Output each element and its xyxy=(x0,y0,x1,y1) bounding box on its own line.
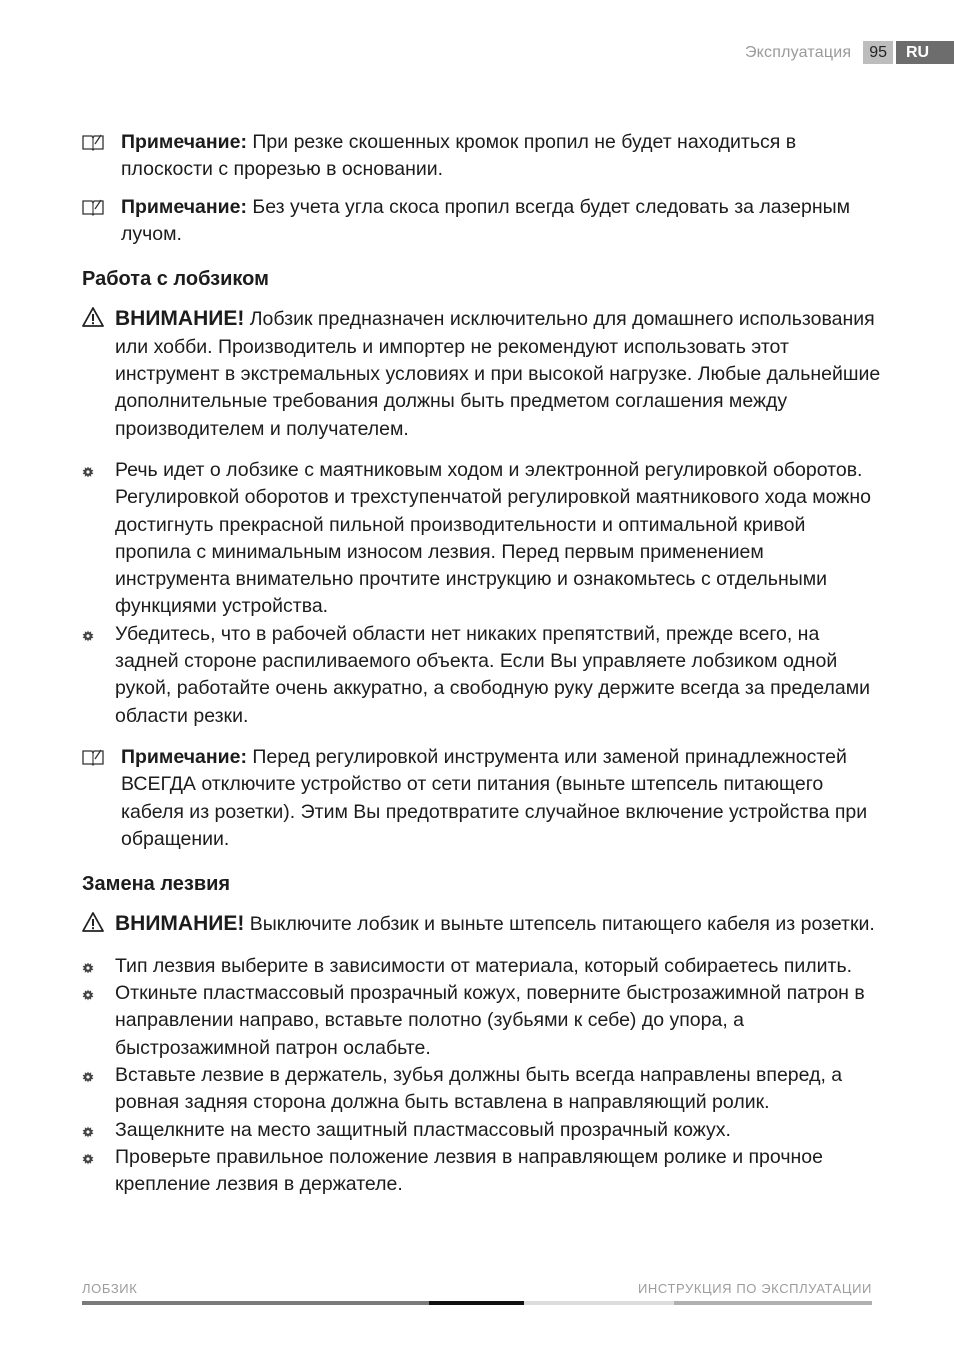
warning-triangle-icon xyxy=(82,306,104,328)
page-number: 95 xyxy=(863,41,893,64)
bullet-list-blade xyxy=(82,953,882,1199)
header-section-title: Эксплуатация xyxy=(744,43,852,61)
footer-bar-segment xyxy=(674,1301,872,1305)
list-item xyxy=(82,1117,882,1144)
open-book-icon xyxy=(82,198,104,216)
list-item xyxy=(82,953,882,980)
list-item xyxy=(82,1144,882,1199)
gear-bullet-icon xyxy=(82,962,94,974)
list-item xyxy=(82,1062,882,1117)
list-item-text: Проверьте правильное положение лезвия в направляющем ролике и прочное крепление лезвия в держателе. xyxy=(115,1145,823,1196)
list-item xyxy=(82,980,882,1062)
gear-bullet-icon xyxy=(82,1071,94,1083)
gear-bullet-icon xyxy=(82,1153,94,1165)
note-label: Примечание: xyxy=(121,195,247,218)
list-item xyxy=(82,621,882,730)
section-heading-blade-replacement: Замена лезвия xyxy=(82,873,231,896)
note-label: Примечание: xyxy=(121,131,247,153)
list-item-text: Защелкните на место защитный пластмассовый прозрачный кожух. xyxy=(115,1118,731,1141)
note-text: При резке скошенных кромок пропил не будет находиться в плоскости с прорезью в основании. xyxy=(121,131,797,181)
warning-label: ВНИМАНИЕ! xyxy=(115,912,245,936)
warning-usage xyxy=(82,305,882,442)
footer-bar-segment xyxy=(524,1301,674,1305)
list-item xyxy=(82,457,882,621)
footer-document-title: ИНСТРУКЦИЯ ПО ЭКСПЛУАТАЦИИ xyxy=(637,1281,872,1296)
warning-label: ВНИМАНИЕ! xyxy=(115,307,245,331)
footer-divider xyxy=(82,1301,872,1305)
note-label: Примечание: xyxy=(121,745,247,768)
gear-bullet-icon xyxy=(82,1126,94,1138)
warning-text: Лобзик предназначен исключительно для домашнего использования или хобби. Производитель и импортер не рекомендуют использовать этот инструмент в экстремальных условиях и при высокой нагрузке. Любые дальнейшие дополнительные требования должны быть предметом соглашения между производителем и получателем. xyxy=(115,308,881,440)
warning-triangle-icon xyxy=(82,911,104,933)
footer-bar-segment xyxy=(82,1301,429,1305)
gear-bullet-icon xyxy=(82,630,94,642)
bullet-list-jigsaw xyxy=(82,457,882,730)
note-bevel-cut xyxy=(82,129,882,184)
list-item-text: Откиньте пластмассовый прозрачный кожух, поверните быстрозажимной патрон в направлении направо, вставьте полотно (зубьями к себе) до упора, а быстрозажимной патрон ослабьте. xyxy=(115,982,865,1059)
note-disconnect xyxy=(82,744,882,853)
warning-unplug xyxy=(82,910,882,938)
open-book-icon xyxy=(82,133,104,151)
list-item-text: Речь идет о лобзике с маятниковым ходом и электронной регулировкой оборотов. Регулировкой оборотов и трехступенчатой регулировкой маятникового хода можно достигнуть прекрасной пильной производительности и оптимальной кривой пропила с минимальным износом лезвия. Перед первым применением инструмента внимательно прочтите инструкцию и ознакомьтесь с отдельными функциями устройства. xyxy=(115,458,871,618)
list-item-text: Убедитесь, что в рабочей области нет никаких препятствий, прежде всего, на задней стороне распиливаемого объекта. Если Вы управляете лобзиком одной рукой, работайте очень аккуратно, а свободную руку держите всегда за пределами области резки. xyxy=(115,622,870,727)
gear-bullet-icon xyxy=(82,989,94,1001)
note-text: Без учета угла скоса пропил всегда будет следовать за лазерным лучом. xyxy=(121,195,851,245)
language-badge: RU xyxy=(896,41,954,64)
footer-bar-segment xyxy=(429,1301,524,1305)
page-header xyxy=(745,41,954,64)
note-laser xyxy=(82,194,882,249)
note-text: Перед регулировкой инструмента или заменой принадлежностей ВСЕГДА отключите устройство от сети питания (выньте штепсель питающего кабеля из розетки). Этим Вы предотвратите случайное включение устройства при обращении. xyxy=(121,745,868,850)
section-heading-jigsaw-work: Работа с лобзиком xyxy=(82,268,269,291)
main-content xyxy=(82,129,882,1212)
footer-product-name: ЛОБЗИК xyxy=(82,1281,138,1296)
gear-bullet-icon xyxy=(82,466,94,478)
list-item-text: Тип лезвия выберите в зависимости от материала, который собираетесь пилить. xyxy=(115,954,853,977)
list-item-text: Вставьте лезвие в держатель, зубья должны быть всегда направлены вперед, а ровная задняя сторона должна быть вставлена в направляющий ролик. xyxy=(115,1063,843,1114)
open-book-icon xyxy=(82,748,104,766)
warning-text: Выключите лобзик и выньте штепсель питающего кабеля из розетки. xyxy=(244,913,875,936)
